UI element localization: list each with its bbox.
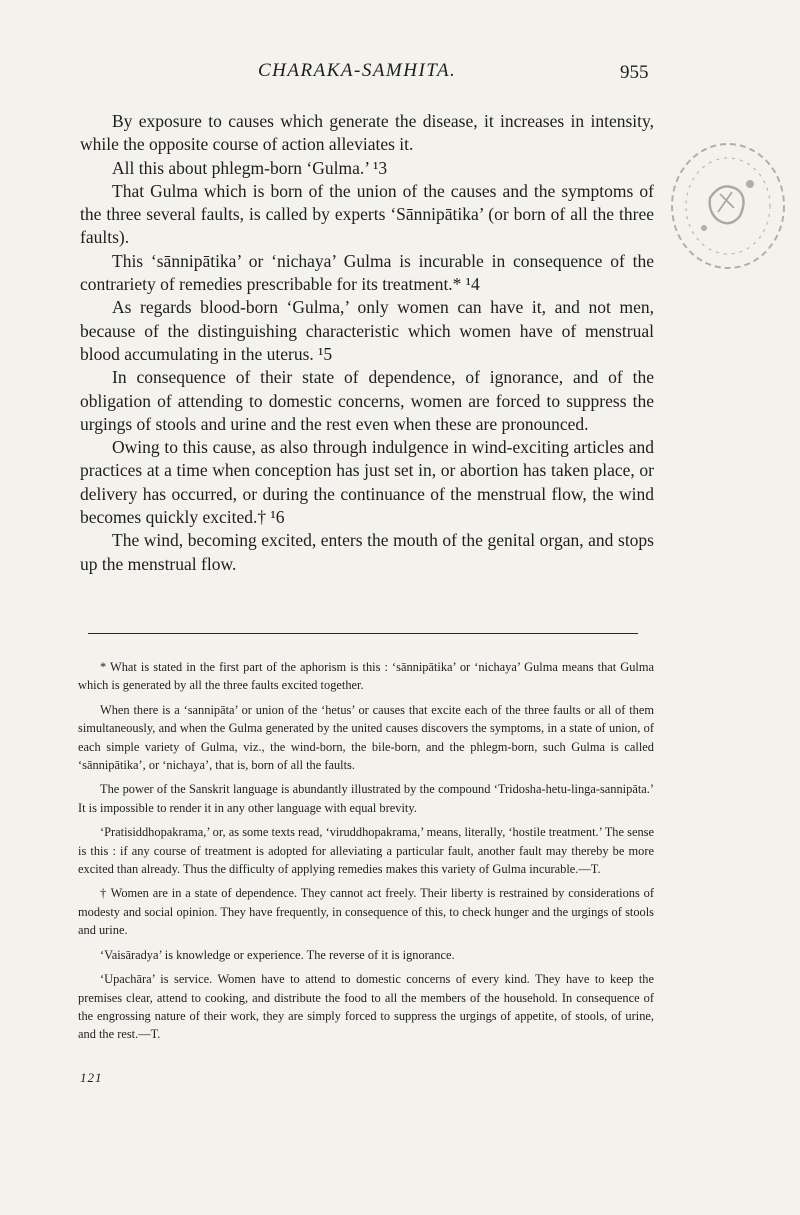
main-paragraph: This ‘sānnipātika’ or ‘nichaya’ Gulma is incurable in consequence of the contrariety of remedies prescribable for its treatment.* ¹4: [80, 250, 654, 295]
main-paragraph: That Gulma which is born of the union of the causes and the symptoms of the three several faults, is called by experts ‘Sānnipātika’ (or born of all the three faults).: [80, 180, 654, 248]
main-paragraph: The wind, becoming excited, enters the mouth of the genital organ, and stops up the menstrual flow.: [80, 530, 654, 574]
footnote: When there is a ‘sannipāta’ or union of the ‘hetus’ or causes that excite each of the three faults or all of them simultaneously, and when the Gulma generated by the united causes discovers the symptoms, in a state of union, of each simple variety of Gulma, viz., the wind-born, the bile-born, and the phlegm-born, such Gulma is called ‘sānnipātika’, or ‘nichaya’, that is, born of all the faults.: [78, 702, 654, 773]
footnote: * What is stated in the first part of the aphorism is this : ‘sānnipātika’ or ‘nichaya’ Gulma means that Gulma which is generated by all the three faults excited together.: [78, 660, 654, 693]
footnote-divider: [88, 633, 638, 634]
footnotes-section: [78, 658, 654, 1044]
footnote: The power of the Sanskrit language is abundantly illustrated by the compound ‘Tridosha-hetu-linga-sannipāta.’ It is impossible to render it in any other language with equal brevity.: [78, 782, 654, 815]
footnote: ‘Pratisiddhopakrama,’ or, as some texts read, ‘viruddhopakrama,’ means, literally, ‘hostile treatment.’ The sense is this : if any course of treatment is adopted for alleviating a particular fault, another fault may thereby be more excited than already. Thus the difficulty of applying remedies makes this variety of Gulma incurable.—T.: [78, 825, 654, 877]
page-number: 955: [620, 62, 649, 83]
main-text-body: [80, 110, 654, 576]
footnote: † Women are in a state of dependence. They cannot act freely. Their liberty is restrained by considerations of modesty and social opinion. They have frequently, in consequence of this, to check hunger and the urgings of stools and urine.: [78, 886, 654, 938]
footnote: ‘Upachāra’ is service. Women have to attend to domestic concerns of every kind. They have to keep the premises clear, attend to cooking, and distribute the food to all the members of the household. In consequence of the engrossing nature of their work, they are simply forced to suppress the urgings of appetite, of stools, of urine, and the rest.—T.: [78, 972, 654, 1042]
signature-mark: 121: [80, 1070, 103, 1085]
main-paragraph: Owing to this cause, as also through indulgence in wind-exciting articles and practices at a time when conception has just set in, or abortion has taken place, or delivery has occurred, or during the continuance of the menstrual flow, the wind becomes quickly excited.† ¹6: [80, 437, 654, 528]
main-paragraph: In consequence of their state of dependence, of ignorance, and of the obligation of attending to domestic concerns, women are forced to suppress the urgings of stools and urine and the rest even when these are pronounced.: [80, 367, 654, 434]
library-stamp-icon: [660, 128, 790, 288]
main-paragraph: All this about phlegm-born ‘Gulma.’ ¹3: [112, 157, 388, 178]
footnote: ‘Vaisāradya’ is knowledge or experience. The reverse of it is ignorance.: [100, 947, 455, 962]
main-paragraph: As regards blood-born ‘Gulma,’ only women can have it, and not men, because of the distinguishing characteristic which women have of menstrual blood accumulating in the uterus. ¹5: [80, 297, 654, 364]
main-paragraph: By exposure to causes which generate the disease, it increases in intensity, while the opposite course of action alleviates it.: [80, 111, 654, 155]
running-header-title: CHARAKA-SAMHITA.: [258, 60, 457, 81]
